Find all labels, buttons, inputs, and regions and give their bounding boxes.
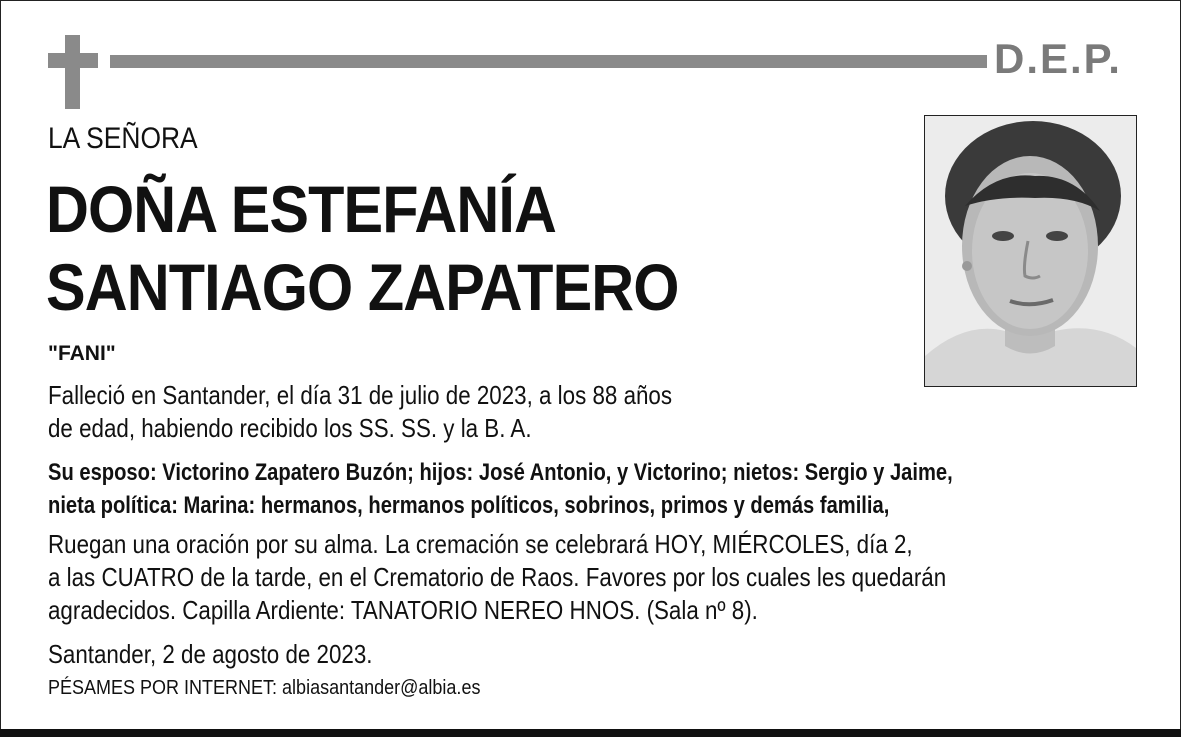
family-line: nieta política: Marina: hermanos, hermanos políticos, sobrinos, primos y demás familia,	[48, 492, 890, 519]
service-line: a las CUATRO de la tarde, en el Crematorio de Raos. Favores por los cuales les quedarán	[48, 562, 947, 592]
service-paragraph	[48, 528, 946, 627]
place-date: Santander, 2 de agosto de 2023.	[48, 639, 373, 669]
deceased-name-line1: DOÑA ESTEFANÍA	[46, 172, 556, 246]
death-line: Falleció en Santander, el día 31 de julio de 2023, a los 88 años	[48, 380, 673, 410]
portrait-image	[925, 116, 1136, 386]
service-line: Ruegan una oración por su alma. La cremación se celebrará HOY, MIÉRCOLES, día 2,	[48, 529, 913, 559]
death-line: de edad, habiendo recibido los SS. SS. y la B. A.	[48, 413, 532, 443]
family-paragraph	[48, 456, 953, 522]
death-paragraph	[48, 379, 672, 445]
honorific: LA SEÑORA	[48, 122, 198, 155]
service-line: agradecidos. Capilla Ardiente: TANATORIO NEREO HNOS. (Sala nº 8).	[48, 595, 758, 625]
portrait-photo	[924, 115, 1137, 387]
deceased-name-line2: SANTIAGO ZAPATERO	[46, 250, 679, 324]
family-line: Su esposo: Victorino Zapatero Buzón; hijos: José Antonio, y Victorino; nietos: Sergio y Jaime,	[48, 459, 953, 486]
condolences-line: PÉSAMES POR INTERNET: albiasantander@albia.es	[48, 677, 481, 699]
nickname: "FANI"	[48, 342, 116, 365]
dep-label: D.E.P.	[994, 35, 1122, 82]
cross-icon	[48, 35, 100, 109]
header-rule	[110, 55, 987, 68]
bottom-rule	[0, 729, 1181, 737]
deceased-name	[46, 170, 679, 326]
